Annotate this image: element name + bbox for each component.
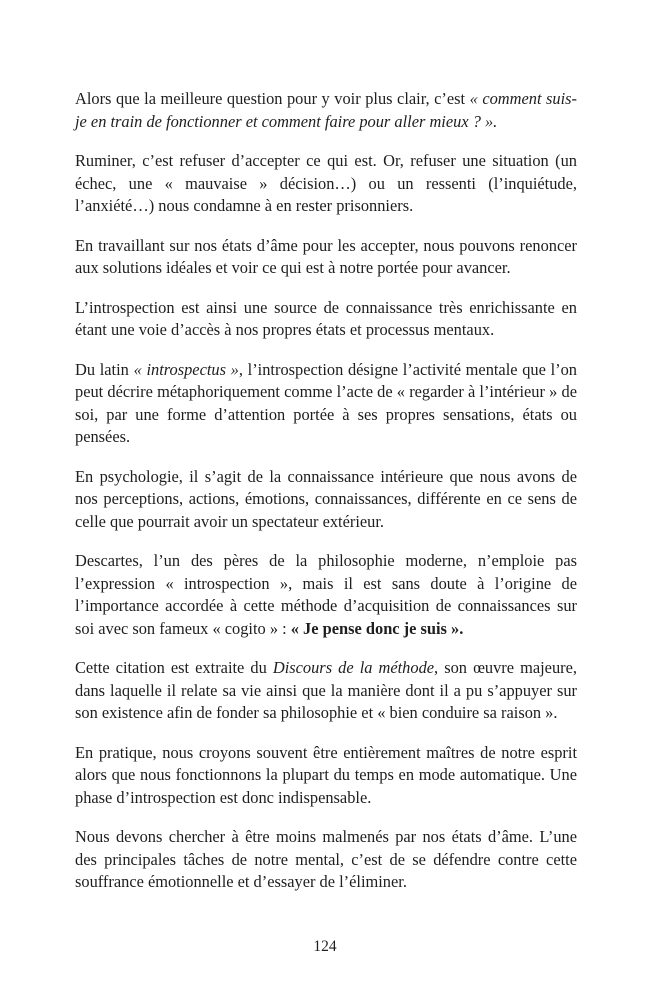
paragraph-8 — [75, 657, 577, 725]
paragraph-5-tail: , l’introspection désigne l’activité mentale que l’on peut décrire métaphoriquement comme l’acte de « regarder à l’intérieur » de soi, par une forme d’attention portée à ses propres sensations, états ou pensées. — [75, 359, 578, 446]
paragraph-1 — [75, 88, 577, 133]
paragraph-1-italic-quote: « comment suis-je en train de fonctionner et comment faire pour aller mieux ? ». — [75, 89, 577, 131]
paragraph-5 — [75, 359, 577, 449]
page-body — [75, 88, 577, 911]
paragraph-7 — [75, 550, 577, 640]
paragraph-8-text: Cette citation est extraite du — [75, 658, 273, 677]
paragraph-5-italic-term: « introspectus » — [133, 359, 239, 379]
paragraph-8-italic-title: Discours de la méthode — [272, 658, 435, 677]
paragraph-10: Nous devons chercher à être moins malmenés par nos états d’âme. L’une des principales tâches de notre mental, c’est de se défendre contre cette souffrance émotionnelle et d’essayer de l’éliminer. — [75, 827, 577, 891]
paragraph-5-text: Du latin — [75, 359, 134, 379]
paragraph-9: En pratique, nous croyons souvent être entièrement maîtres de notre esprit alors que nous fonctionnons la plupart du temps en mode automatique. Une phase d’introspection est donc indispensable. — [75, 742, 577, 807]
page-number: 124 — [313, 938, 337, 955]
paragraph-8-tail: , son œuvre majeure, dans laquelle il relate sa vie ainsi que la manière dont il a pu s’appuyer sur son existence afin de fonder sa philosophie et « bien conduire sa raison ». — [75, 658, 577, 722]
paragraph-2: Ruminer, c’est refuser d’accepter ce qui est. Or, refuser une situation (un échec, une « mauvaise » décision…) ou un ressenti (l’inquiétude, l’anxiété…) nous condamne à en rester prisonniers. — [75, 151, 577, 215]
paragraph-1-text: Alors que la meilleure question pour y voir plus clair, c’est — [75, 89, 470, 108]
paragraph-7-text: Descartes, l’un des pères de la philosophie moderne, n’emploie pas l’expression « introspection », mais il est sans doute à l’origine de l’importance accordée à cette méthode d’acquisition de connaissances sur soi avec son fameux « cogito » : — [75, 551, 577, 638]
paragraph-3: En travaillant sur nos états d’âme pour les accepter, nous pouvons renoncer aux solutions idéales et voir ce qui est à notre portée pour avancer. — [75, 235, 577, 277]
paragraph-4: L’introspection est ainsi une source de connaissance très enrichissante en étant une voie d’accès à nos propres états et processus mentaux. — [75, 297, 577, 339]
paragraph-7-bold-quote: « Je pense donc je suis ». — [290, 618, 464, 638]
paragraph-6: En psychologie, il s’agit de la connaissance intérieure que nous avons de nos perceptions, actions, émotions, connaissances, différente en ce sens de celle que pourrait avoir un spectateur extérieur. — [75, 466, 577, 531]
